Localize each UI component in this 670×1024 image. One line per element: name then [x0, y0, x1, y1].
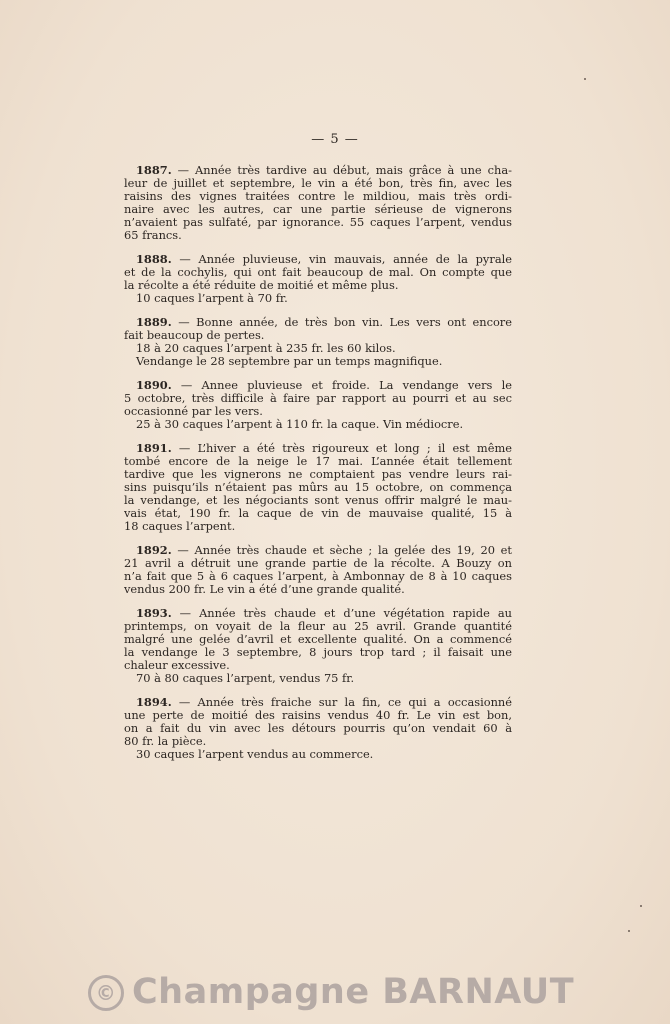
page-number: — 5 —: [311, 132, 359, 147]
entry-line: on a fait du vin avec les détours pourris qu’on vendait 60 à: [124, 722, 512, 735]
entry-line: tombé encore de la neige le 17 mai. L’année était tellement: [124, 455, 512, 468]
entry-year: 1892.: [136, 544, 172, 557]
entry-detail-line: 30 caques l’arpent vendus au commerce.: [136, 748, 374, 761]
entry-line: sins puisqu’ils n’étaient pas mûrs au 15 octobre, on commença: [124, 481, 512, 494]
entry-year: 1891.: [136, 442, 172, 455]
entry-year: 1889.: [136, 316, 172, 329]
paper-speck: [640, 905, 642, 907]
entry-line: occasionné par les vers.: [124, 405, 263, 418]
entry-line: la récolte a été réduite de moitié et même plus.: [124, 279, 399, 292]
entry-line: n’avaient pas sulfaté, par ignorance. 55 caques l’arpent, vendus: [124, 216, 512, 229]
entry-first-text: — Année très tardive au début, mais grâce à une cha-: [171, 164, 512, 177]
entry-line: n’a fait que 5 à 6 caques l’arpent, à Ambonnay de 8 à 10 caques: [124, 570, 512, 583]
year-entry: [124, 164, 512, 242]
paper-speck: [628, 930, 630, 932]
entry-first-text: — Bonne année, de très bon vin. Les vers ont encore: [171, 316, 512, 329]
entry-line: la vendange, et les négociants sont venus offrir malgré le mau-: [124, 494, 512, 507]
year-entry: [124, 696, 512, 761]
entry-year: 1887.: [136, 164, 172, 177]
entry-line: malgré une gelée d’avril et excellente qualité. On a commencé: [124, 633, 512, 646]
entry-first-line: [124, 316, 512, 329]
entry-line: fait beaucoup de pertes.: [124, 329, 265, 342]
entry-first-line: [124, 442, 512, 455]
entry-first-line: [124, 253, 512, 266]
entry-line: raisins des vignes traitées contre le mildiou, mais très ordi-: [124, 190, 512, 203]
entry-detail-line: 25 à 30 caques l’arpent à 110 fr. la caque. Vin médiocre.: [136, 418, 464, 431]
entry-line: 21 avril a détruit une grande partie de la récolte. A Bouzy on: [124, 557, 512, 570]
entry-first-text: — Année pluvieuse, vin mauvais, année de la pyrale: [171, 253, 512, 266]
entry-line: tardive que les vignerons ne comptaient pas vendre leurs rai-: [124, 468, 512, 481]
year-entry: [124, 379, 512, 431]
year-entry: [124, 607, 512, 685]
entry-line: une perte de moitié des raisins vendus 40 fr. Le vin est bon,: [124, 709, 512, 722]
entry-year: 1893.: [136, 607, 172, 620]
entry-line: vais état, 190 fr. la caque de vin de mauvaise qualité, 15 à: [124, 507, 512, 520]
entry-line: chaleur excessive.: [124, 659, 230, 672]
entry-line: leur de juillet et septembre, le vin a été bon, très fin, avec les: [124, 177, 512, 190]
year-entry: [124, 442, 512, 533]
entry-line: 18 caques l’arpent.: [124, 520, 236, 533]
entry-line: vendus 200 fr. Le vin a été d’une grande qualité.: [124, 583, 405, 596]
copyright-symbol: ©: [88, 975, 124, 1011]
entry-first-text: — L’hiver a été très rigoureux et long ; il est même: [171, 442, 512, 455]
year-entry: [124, 316, 512, 368]
entry-first-line: [124, 379, 512, 392]
entry-line: printemps, on voyait de la fleur au 25 avril. Grande quantité: [124, 620, 512, 633]
entry-line: naire avec les autres, car une partie sérieuse de vignerons: [124, 203, 512, 216]
entry-year: 1888.: [136, 253, 172, 266]
entry-first-line: [124, 607, 512, 620]
entry-first-line: [124, 544, 512, 557]
paper-speck: [584, 78, 586, 80]
entry-line: la vendange le 3 septembre, 8 jours trop tard ; il faisait une: [124, 646, 512, 659]
entry-year: 1890.: [136, 379, 172, 392]
entry-line: 5 octobre, très difficile à faire par rapport au pourri et au sec: [124, 392, 512, 405]
entry-line: 65 francs.: [124, 229, 182, 242]
entry-detail-line: Vendange le 28 septembre par un temps magnifique.: [136, 355, 443, 368]
entry-first-text: — Annee pluvieuse et froide. La vendange vers le: [171, 379, 512, 392]
entry-first-line: [124, 696, 512, 709]
year-entry: [124, 253, 512, 305]
entry-first-text: — Année très fraiche sur la fin, ce qui a occasionné: [171, 696, 512, 709]
entry-detail-line: 10 caques l’arpent à 70 fr.: [136, 292, 288, 305]
entry-first-text: — Année très chaude et d’une végétation rapide au: [171, 607, 512, 620]
entry-first-text: — Année très chaude et sèche ; la gelée des 19, 20 et: [171, 544, 512, 557]
year-entry: [124, 544, 512, 596]
watermark: [88, 972, 608, 1012]
entry-detail-line: 18 à 20 caques l’arpent à 235 fr. les 60 kilos.: [136, 342, 396, 355]
entry-first-line: [124, 164, 512, 177]
entry-line: et de la cochylis, qui ont fait beaucoup de mal. On compte que: [124, 266, 512, 279]
entry-line: 80 fr. la pièce.: [124, 735, 207, 748]
entry-detail-line: 70 à 80 caques l’arpent, vendus 75 fr.: [136, 672, 355, 685]
entry-year: 1894.: [136, 696, 172, 709]
vintage-chronicle: [124, 164, 512, 772]
watermark-text: Champagne BARNAUT: [132, 972, 575, 1012]
